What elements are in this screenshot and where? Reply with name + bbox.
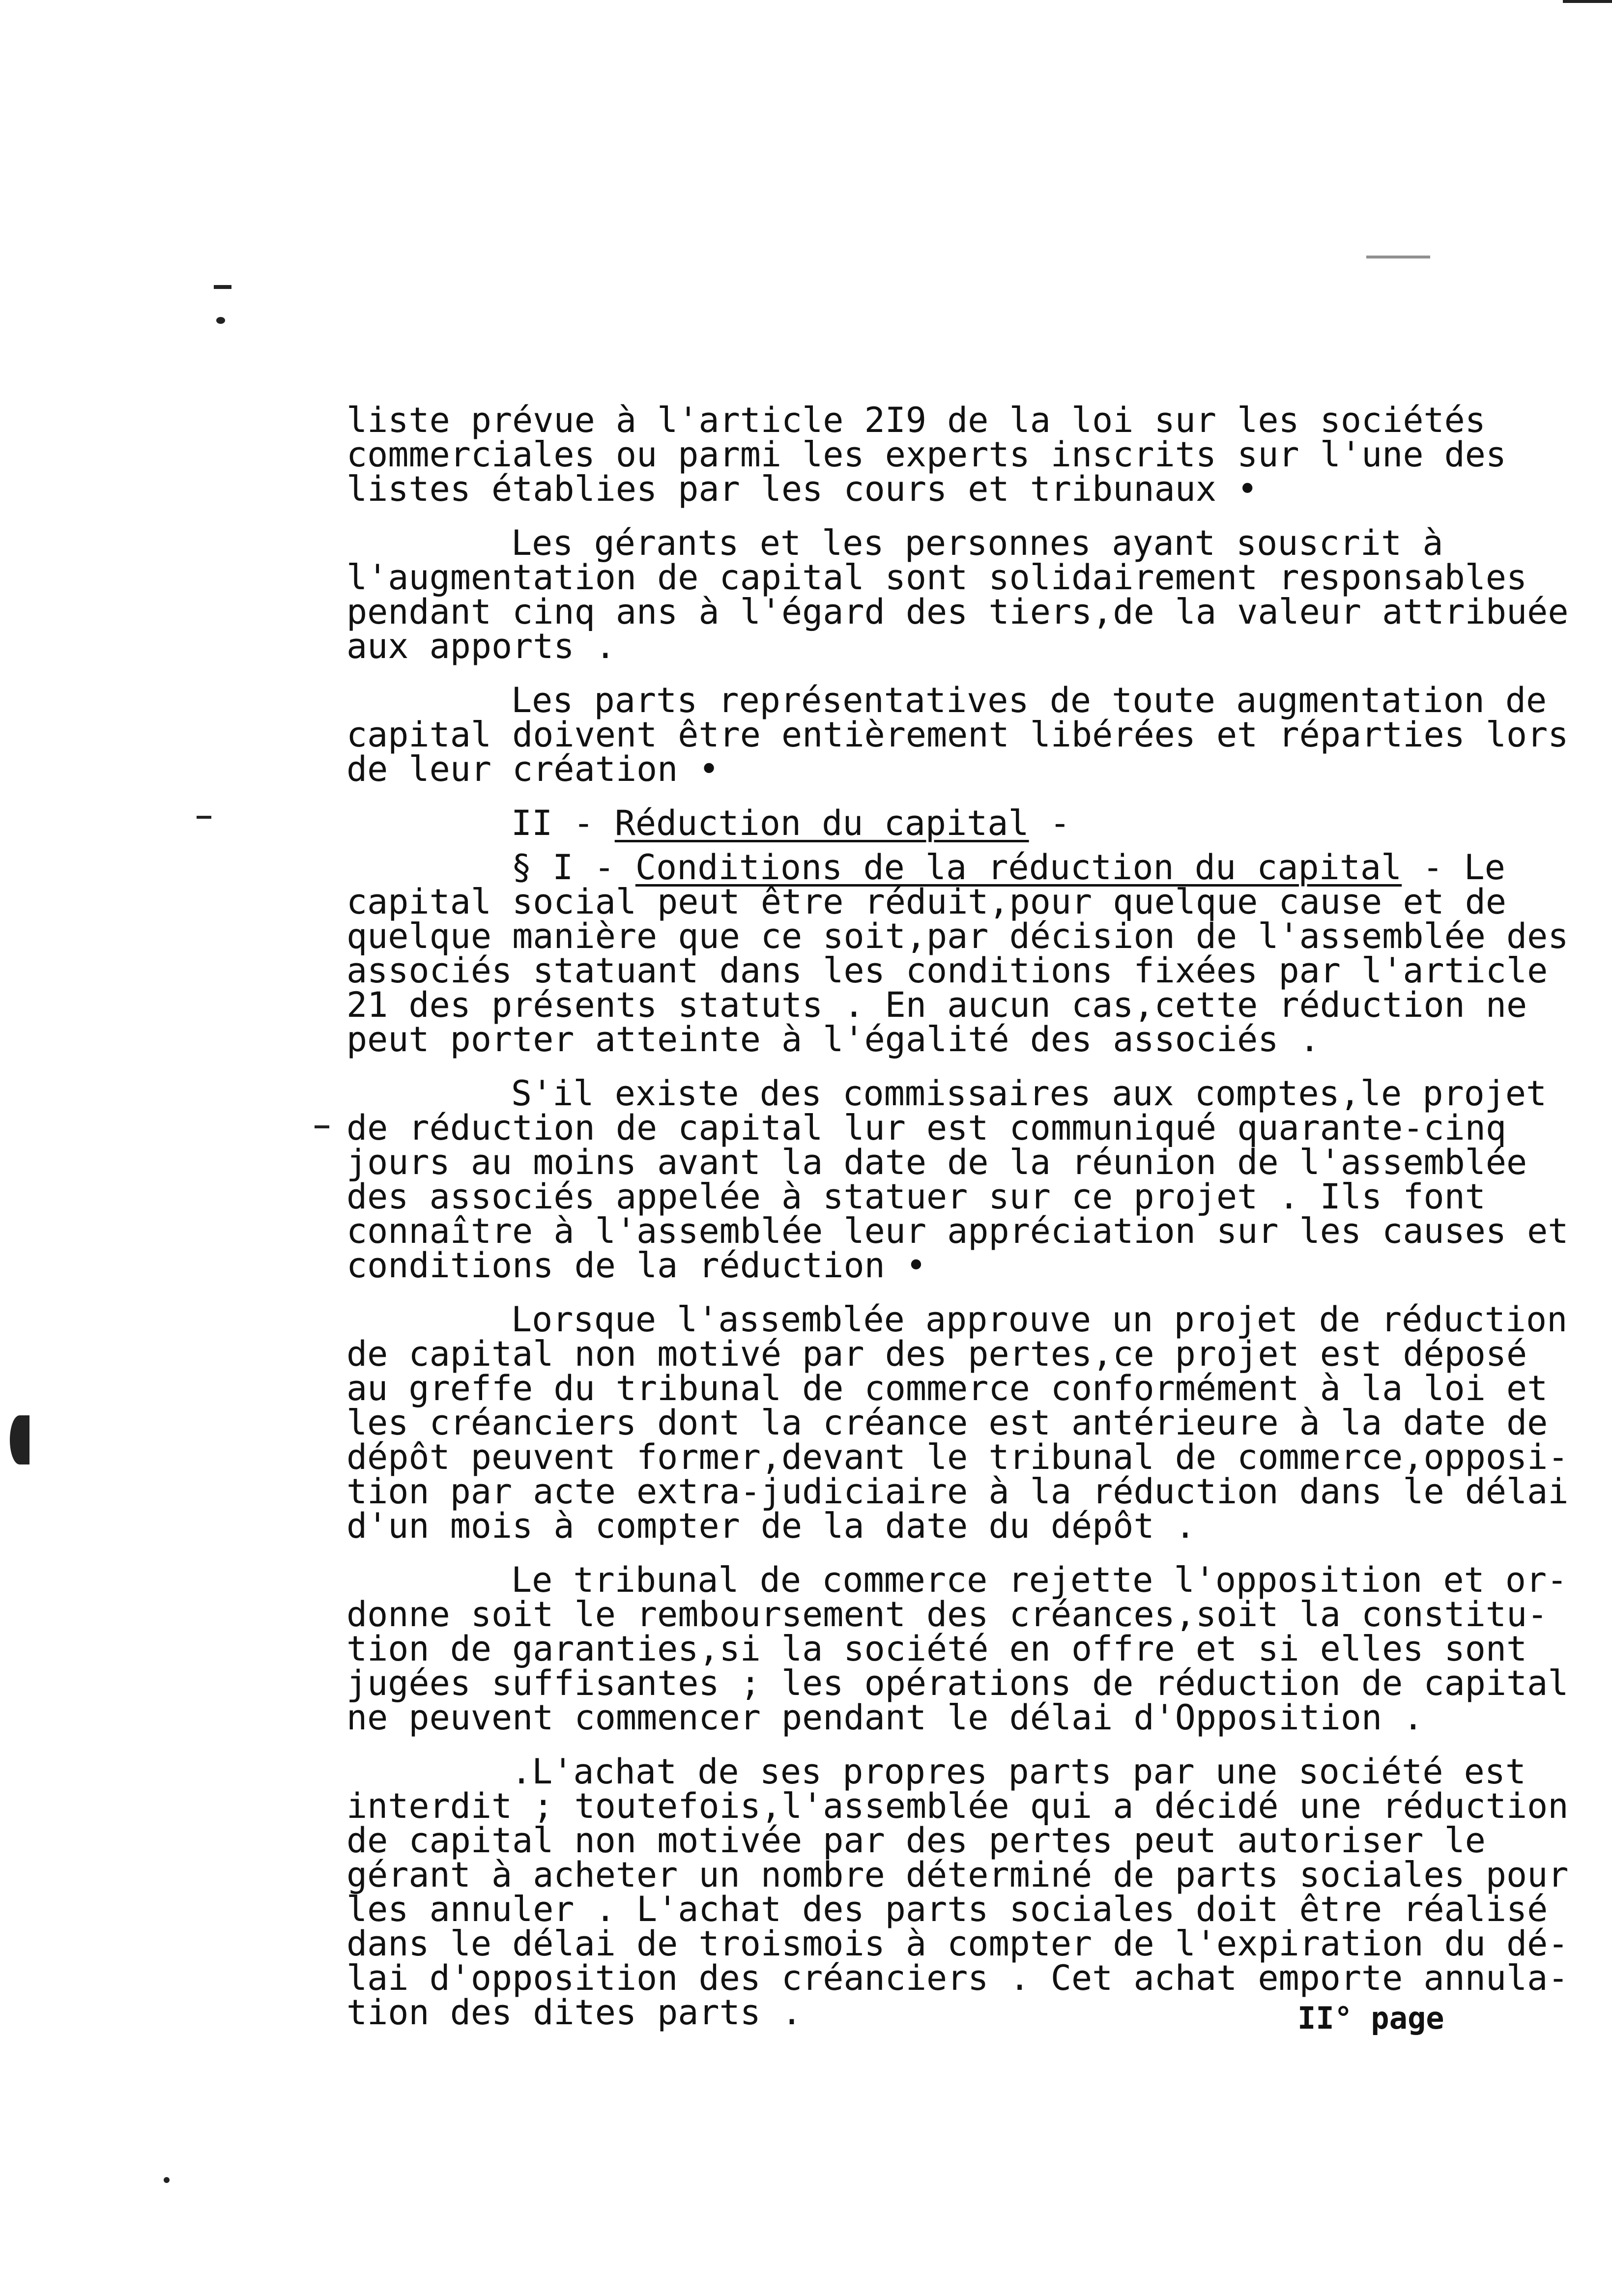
text-line: des associés appelée à statuer sur ce projet . Ils font <box>346 1177 1486 1217</box>
section-heading <box>346 803 1551 843</box>
text-line: liste prévue à l'article 2I9 de la loi sur les sociétés <box>346 400 1486 440</box>
scan-mark-top-right <box>1563 0 1612 3</box>
text-line: les créanciers dont la créance est antérieure à la date de <box>346 1403 1548 1443</box>
text-line: Les parts représentatives de toute augmentation de <box>511 680 1547 720</box>
scan-mark-left-dot <box>216 317 225 324</box>
text-line: lai d'opposition des créanciers . Cet achat emporte annula- <box>346 1958 1569 1998</box>
text-line: dépôt peuvent former,devant le tribunal de commerce,opposi- <box>346 1437 1569 1477</box>
subsection-conditions <box>346 847 1569 1060</box>
text-line: de leur création • <box>346 749 720 789</box>
paragraph-gerants <box>346 523 1569 666</box>
scan-mark-left-edge <box>10 1415 29 1464</box>
text-line: pendant cinq ans à l'égard des tiers,de la valeur attribuée <box>346 592 1569 632</box>
scan-mark-left-dash-2 <box>315 1125 329 1128</box>
subsection-title: Conditions de la réduction du capital <box>635 847 1402 888</box>
text-line: aux apports . <box>346 626 616 666</box>
text-line: conditions de la réduction • <box>346 1245 927 1286</box>
text-line: .L'achat de ses propres parts par une société est <box>511 1751 1526 1792</box>
text-line: de réduction de capital lur est communiqué quarante-cinq <box>346 1108 1507 1148</box>
paragraph-tribunal <box>346 1560 1569 1738</box>
section-prefix: II - <box>511 803 615 843</box>
text-line: de capital non motivée par des pertes peut autoriser le <box>346 1820 1486 1861</box>
paragraph-achat <box>346 1751 1569 2033</box>
text-line: tion par acte extra-judiciaire à la réduction dans le délai <box>346 1471 1569 1512</box>
text-line: de capital non motivé par des pertes,ce projet est déposé <box>346 1334 1527 1374</box>
text-line: associés statuant dans les conditions fixées par l'article <box>346 950 1548 991</box>
text-line: jugées suffisantes ; les opérations de réduction de capital <box>346 1663 1569 1703</box>
text-line: commerciales ou parmi les experts inscrits sur l'une des <box>346 434 1507 475</box>
subsection-title-tail: - Le <box>1402 847 1505 888</box>
text-line: S'il existe des commissaires aux comptes,le projet <box>511 1073 1547 1114</box>
text-line: ne peuvent commencer pendant le délai d'Opposition . <box>346 1697 1424 1738</box>
text-line: Les gérants et les personnes ayant souscrit à <box>511 523 1443 563</box>
text-line: tion des dites parts . <box>346 1992 803 2033</box>
text-line: les annuler . L'achat des parts sociales doit être réalisé <box>346 1889 1548 1929</box>
text-line: jours au moins avant la date de la réunion de l'assemblée <box>346 1142 1527 1182</box>
text-line: interdit ; toutefois,l'assemblée qui a décidé une réduction <box>346 1786 1569 1826</box>
text-line: capital doivent être entièrement libérées et réparties lors <box>346 715 1569 755</box>
text-line: peut porter atteinte à l'égalité des associés . <box>346 1019 1320 1060</box>
text-line: tion de garanties,si la société en offre et si elles sont <box>346 1629 1527 1669</box>
paragraph-parts <box>346 680 1569 789</box>
paragraph-commissaires <box>346 1073 1569 1286</box>
text-line: d'un mois à compter de la date du dépôt . <box>346 1506 1196 1546</box>
text-line: listes établies par les cours et tribunaux • <box>346 469 1258 509</box>
text-line: Le tribunal de commerce rejette l'opposition et or- <box>511 1560 1568 1600</box>
text-line: Lorsque l'assemblée approuve un projet de réduction <box>511 1299 1568 1340</box>
paragraph-lorsque <box>346 1299 1569 1546</box>
page-reference: II° page <box>1297 2000 1444 2036</box>
scan-mark-right-dash <box>1366 256 1430 258</box>
document-body <box>346 400 1569 2049</box>
text-line: connaître à l'assemblée leur appréciation sur les causes et <box>346 1211 1569 1251</box>
text-line: dans le délai de troismois à compter de l'expiration du dé- <box>346 1923 1569 1964</box>
text-line: gérant à acheter un nombre déterminé de parts sociales pour <box>346 1855 1569 1895</box>
scan-mark-left-dash <box>214 285 231 289</box>
text-line: au greffe du tribunal de commerce conformément à la loi et <box>346 1368 1548 1408</box>
paragraph-article-219 <box>346 400 1551 509</box>
subsection-prefix: § I - <box>511 847 635 888</box>
text-line: 21 des présents statuts . En aucun cas,cette réduction ne <box>346 985 1527 1025</box>
scan-mark-left-bottom-dot <box>164 2177 170 2183</box>
text-line: capital social peut être réduit,pour quelque cause et de <box>346 882 1507 922</box>
section-suffix: - <box>1029 803 1070 843</box>
text-line: quelque manière que ce soit,par décision de l'assemblée des <box>346 916 1569 956</box>
text-line: l'augmentation de capital sont solidairement responsables <box>346 557 1527 598</box>
section-title: Réduction du capital <box>614 803 1029 843</box>
scan-mark-left-small-dash <box>197 816 211 819</box>
text-line: donne soit le remboursement des créances,soit la constitu- <box>346 1594 1548 1635</box>
